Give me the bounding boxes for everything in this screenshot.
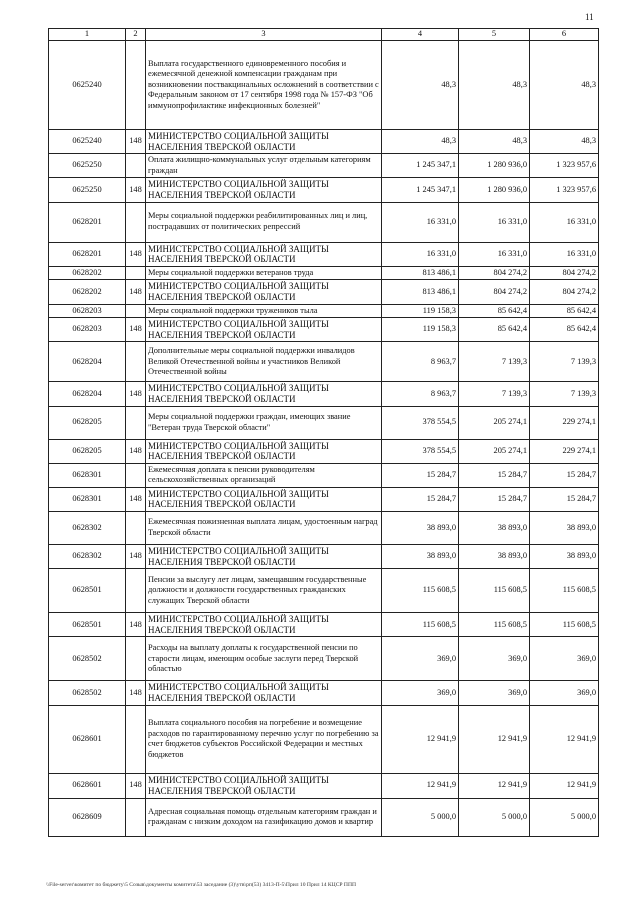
department-code-cell: [126, 463, 146, 487]
amount-col6-cell: 48,3: [530, 41, 599, 130]
table-row: [49, 463, 599, 487]
classification-code-cell: 0628203: [49, 304, 126, 318]
amount-col6-cell: 7 139,3: [530, 342, 599, 382]
amount-col5-cell: 7 139,3: [459, 382, 530, 406]
classification-code-cell: 0628203: [49, 318, 126, 342]
table-row: [49, 512, 599, 545]
table-row: [49, 773, 599, 798]
table-row: [49, 705, 599, 773]
expense-name-cell: МИНИСТЕРСТВО СОЦИАЛЬНОЙ ЗАЩИТЫ НАСЕЛЕНИЯ ТВЕРСКОЙ ОБЛАСТИ: [146, 382, 382, 406]
expense-name-cell: Дополнительные меры социальной поддержки инвалидов Великой Отечественной войны и участников Великой Отечественной войны: [146, 342, 382, 382]
department-code-cell: 148: [126, 130, 146, 154]
amount-col4-cell: 15 284,7: [382, 463, 459, 487]
amount-col4-cell: 378 554,5: [382, 439, 459, 463]
amount-col6-cell: 38 893,0: [530, 512, 599, 545]
column-header: 6: [530, 29, 599, 41]
department-code-cell: [126, 637, 146, 681]
amount-col4-cell: 119 158,3: [382, 318, 459, 342]
classification-code-cell: 0625250: [49, 154, 126, 178]
amount-col6-cell: 15 284,7: [530, 463, 599, 487]
amount-col5-cell: 205 274,1: [459, 406, 530, 439]
amount-col4-cell: 369,0: [382, 637, 459, 681]
amount-col4-cell: 115 608,5: [382, 569, 459, 613]
amount-col5-cell: 48,3: [459, 130, 530, 154]
table-row: [49, 41, 599, 130]
amount-col6-cell: 804 274,2: [530, 266, 599, 280]
amount-col5-cell: 16 331,0: [459, 202, 530, 242]
amount-col5-cell: 804 274,2: [459, 266, 530, 280]
table-row: [49, 178, 599, 202]
amount-col4-cell: 119 158,3: [382, 304, 459, 318]
department-code-cell: 148: [126, 545, 146, 569]
department-code-cell: [126, 406, 146, 439]
department-code-cell: [126, 266, 146, 280]
amount-col4-cell: 115 608,5: [382, 613, 459, 637]
department-code-cell: 148: [126, 439, 146, 463]
amount-col4-cell: 8 963,7: [382, 342, 459, 382]
expense-name-cell: МИНИСТЕРСТВО СОЦИАЛЬНОЙ ЗАЩИТЫ НАСЕЛЕНИЯ ТВЕРСКОЙ ОБЛАСТИ: [146, 681, 382, 705]
amount-col6-cell: 115 608,5: [530, 569, 599, 613]
table-row: [49, 798, 599, 836]
amount-col6-cell: 15 284,7: [530, 487, 599, 511]
classification-code-cell: 0628301: [49, 487, 126, 511]
department-code-cell: [126, 569, 146, 613]
expense-name-cell: МИНИСТЕРСТВО СОЦИАЛЬНОЙ ЗАЩИТЫ НАСЕЛЕНИЯ ТВЕРСКОЙ ОБЛАСТИ: [146, 130, 382, 154]
classification-code-cell: 0628301: [49, 463, 126, 487]
table-row: [49, 487, 599, 511]
amount-col4-cell: 38 893,0: [382, 512, 459, 545]
classification-code-cell: 0628601: [49, 705, 126, 773]
amount-col5-cell: 48,3: [459, 41, 530, 130]
expense-name-cell: Ежемесячная доплата к пенсии руководителям сельскохозяйственных организаций: [146, 463, 382, 487]
department-code-cell: [126, 512, 146, 545]
department-code-cell: 148: [126, 613, 146, 637]
amount-col4-cell: 48,3: [382, 130, 459, 154]
column-header: 2: [126, 29, 146, 41]
table-row: [49, 613, 599, 637]
amount-col5-cell: 12 941,9: [459, 705, 530, 773]
amount-col6-cell: 85 642,4: [530, 304, 599, 318]
amount-col4-cell: 16 331,0: [382, 242, 459, 266]
department-code-cell: 148: [126, 242, 146, 266]
classification-code-cell: 0628204: [49, 382, 126, 406]
department-code-cell: [126, 41, 146, 130]
amount-col6-cell: 369,0: [530, 637, 599, 681]
amount-col6-cell: 38 893,0: [530, 545, 599, 569]
amount-col5-cell: 804 274,2: [459, 280, 530, 304]
amount-col4-cell: 38 893,0: [382, 545, 459, 569]
amount-col5-cell: 1 280 936,0: [459, 154, 530, 178]
expense-name-cell: МИНИСТЕРСТВО СОЦИАЛЬНОЙ ЗАЩИТЫ НАСЕЛЕНИЯ ТВЕРСКОЙ ОБЛАСТИ: [146, 439, 382, 463]
table-row: [49, 342, 599, 382]
expense-name-cell: МИНИСТЕРСТВО СОЦИАЛЬНОЙ ЗАЩИТЫ НАСЕЛЕНИЯ ТВЕРСКОЙ ОБЛАСТИ: [146, 280, 382, 304]
classification-code-cell: 0628204: [49, 342, 126, 382]
classification-code-cell: 0628609: [49, 798, 126, 836]
table-row: [49, 637, 599, 681]
amount-col6-cell: 229 274,1: [530, 406, 599, 439]
expense-name-cell: МИНИСТЕРСТВО СОЦИАЛЬНОЙ ЗАЩИТЫ НАСЕЛЕНИЯ ТВЕРСКОЙ ОБЛАСТИ: [146, 487, 382, 511]
classification-code-cell: 0625240: [49, 130, 126, 154]
expense-name-cell: Выплата государственного единовременного пособия и ежемесячной денежной компенсации гражданам при возникновении поствакцинальных осложнений в соответствии с Федеральным законом от 17 сентября 1998 года № 157-ФЗ "Об иммунопрофилактике инфекционных болезней": [146, 41, 382, 130]
expense-name-cell: МИНИСТЕРСТВО СОЦИАЛЬНОЙ ЗАЩИТЫ НАСЕЛЕНИЯ ТВЕРСКОЙ ОБЛАСТИ: [146, 178, 382, 202]
classification-code-cell: 0628501: [49, 569, 126, 613]
amount-col6-cell: 12 941,9: [530, 705, 599, 773]
table-body: [49, 41, 599, 837]
amount-col6-cell: 12 941,9: [530, 773, 599, 798]
classification-code-cell: 0628502: [49, 637, 126, 681]
amount-col4-cell: 16 331,0: [382, 202, 459, 242]
footer-file-path: \\File-server\комитет по бюджету\5 Созыв\документы комитета\53 заседание (3)\утв\рп(53) 3413-П-5\Прил 10 Прил 14 КЦСР ППП: [46, 882, 357, 888]
table-row: [49, 406, 599, 439]
column-header: 3: [146, 29, 382, 41]
classification-code-cell: 0628205: [49, 439, 126, 463]
table-row: [49, 202, 599, 242]
amount-col5-cell: 85 642,4: [459, 304, 530, 318]
department-code-cell: 148: [126, 318, 146, 342]
expense-name-cell: Расходы на выплату доплаты к государственной пенсии по старости лицам, имеющим особые заслуги перед Тверской областью: [146, 637, 382, 681]
expense-name-cell: Адресная социальная помощь отдельным категориям граждан и гражданам с низким доходом на газификацию домов и квартир: [146, 798, 382, 836]
amount-col5-cell: 7 139,3: [459, 342, 530, 382]
expense-name-cell: МИНИСТЕРСТВО СОЦИАЛЬНОЙ ЗАЩИТЫ НАСЕЛЕНИЯ ТВЕРСКОЙ ОБЛАСТИ: [146, 773, 382, 798]
classification-code-cell: 0625240: [49, 41, 126, 130]
expense-name-cell: МИНИСТЕРСТВО СОЦИАЛЬНОЙ ЗАЩИТЫ НАСЕЛЕНИЯ ТВЕРСКОЙ ОБЛАСТИ: [146, 318, 382, 342]
expense-name-cell: МИНИСТЕРСТВО СОЦИАЛЬНОЙ ЗАЩИТЫ НАСЕЛЕНИЯ ТВЕРСКОЙ ОБЛАСТИ: [146, 613, 382, 637]
amount-col6-cell: 48,3: [530, 130, 599, 154]
table-row: [49, 130, 599, 154]
expense-name-cell: Ежемесячная пожизненная выплата лицам, удостоенным наград Тверской области: [146, 512, 382, 545]
table-row: [49, 569, 599, 613]
amount-col5-cell: 5 000,0: [459, 798, 530, 836]
department-code-cell: 148: [126, 178, 146, 202]
amount-col4-cell: 15 284,7: [382, 487, 459, 511]
department-code-cell: 148: [126, 681, 146, 705]
amount-col5-cell: 1 280 936,0: [459, 178, 530, 202]
classification-code-cell: 0628201: [49, 242, 126, 266]
amount-col4-cell: 12 941,9: [382, 705, 459, 773]
department-code-cell: 148: [126, 280, 146, 304]
table-row: [49, 266, 599, 280]
amount-col6-cell: 1 323 957,6: [530, 154, 599, 178]
expense-name-cell: Меры социальной поддержки граждан, имеющих звание "Ветеран труда Тверской области": [146, 406, 382, 439]
amount-col5-cell: 369,0: [459, 681, 530, 705]
table-row: [49, 681, 599, 705]
amount-col5-cell: 369,0: [459, 637, 530, 681]
expense-name-cell: Меры социальной поддержки ветеранов труда: [146, 266, 382, 280]
amount-col6-cell: 16 331,0: [530, 202, 599, 242]
header-row: [49, 29, 599, 41]
amount-col6-cell: 1 323 957,6: [530, 178, 599, 202]
expense-name-cell: МИНИСТЕРСТВО СОЦИАЛЬНОЙ ЗАЩИТЫ НАСЕЛЕНИЯ ТВЕРСКОЙ ОБЛАСТИ: [146, 545, 382, 569]
classification-code-cell: 0628302: [49, 545, 126, 569]
classification-code-cell: 0628501: [49, 613, 126, 637]
amount-col4-cell: 8 963,7: [382, 382, 459, 406]
amount-col5-cell: 38 893,0: [459, 545, 530, 569]
department-code-cell: 148: [126, 382, 146, 406]
classification-code-cell: 0628201: [49, 202, 126, 242]
amount-col4-cell: 1 245 347,1: [382, 154, 459, 178]
amount-col4-cell: 378 554,5: [382, 406, 459, 439]
amount-col5-cell: 15 284,7: [459, 487, 530, 511]
amount-col6-cell: 804 274,2: [530, 280, 599, 304]
amount-col5-cell: 12 941,9: [459, 773, 530, 798]
amount-col5-cell: 85 642,4: [459, 318, 530, 342]
department-code-cell: [126, 154, 146, 178]
table-row: [49, 304, 599, 318]
amount-col4-cell: 12 941,9: [382, 773, 459, 798]
expense-name-cell: Выплата социального пособия на погребение и возмещение расходов по гарантированному перечню услуг по погребению за счет бюджетов субъектов Российской Федерации и местных бюджетов: [146, 705, 382, 773]
amount-col6-cell: 229 274,1: [530, 439, 599, 463]
department-code-cell: [126, 342, 146, 382]
budget-table: [48, 28, 599, 837]
amount-col4-cell: 813 486,1: [382, 280, 459, 304]
table-row: [49, 318, 599, 342]
department-code-cell: [126, 202, 146, 242]
column-header: 1: [49, 29, 126, 41]
column-header: 5: [459, 29, 530, 41]
expense-name-cell: Меры социальной поддержки тружеников тыла: [146, 304, 382, 318]
amount-col4-cell: 369,0: [382, 681, 459, 705]
table-row: [49, 154, 599, 178]
amount-col5-cell: 115 608,5: [459, 569, 530, 613]
classification-code-cell: 0628202: [49, 280, 126, 304]
amount-col4-cell: 5 000,0: [382, 798, 459, 836]
amount-col6-cell: 7 139,3: [530, 382, 599, 406]
amount-col4-cell: 48,3: [382, 41, 459, 130]
table-row: [49, 545, 599, 569]
amount-col5-cell: 205 274,1: [459, 439, 530, 463]
department-code-cell: [126, 798, 146, 836]
expense-name-cell: Меры социальной поддержки реабилитированных лиц и лиц, пострадавших от политических репрессий: [146, 202, 382, 242]
expense-name-cell: Оплата жилищно-коммунальных услуг отдельным категориям граждан: [146, 154, 382, 178]
amount-col6-cell: 16 331,0: [530, 242, 599, 266]
amount-col4-cell: 1 245 347,1: [382, 178, 459, 202]
department-code-cell: [126, 705, 146, 773]
table-row: [49, 242, 599, 266]
classification-code-cell: 0628601: [49, 773, 126, 798]
classification-code-cell: 0628302: [49, 512, 126, 545]
classification-code-cell: 0625250: [49, 178, 126, 202]
column-header: 4: [382, 29, 459, 41]
amount-col4-cell: 813 486,1: [382, 266, 459, 280]
table-row: [49, 280, 599, 304]
classification-code-cell: 0628502: [49, 681, 126, 705]
amount-col5-cell: 38 893,0: [459, 512, 530, 545]
amount-col5-cell: 15 284,7: [459, 463, 530, 487]
amount-col6-cell: 369,0: [530, 681, 599, 705]
amount-col6-cell: 115 608,5: [530, 613, 599, 637]
amount-col5-cell: 115 608,5: [459, 613, 530, 637]
amount-col6-cell: 85 642,4: [530, 318, 599, 342]
amount-col6-cell: 5 000,0: [530, 798, 599, 836]
table-row: [49, 382, 599, 406]
page-number: 11: [585, 12, 594, 22]
expense-name-cell: Пенсии за выслугу лет лицам, замещавшим государственные должности и должности государственных гражданских служащих Тверской области: [146, 569, 382, 613]
amount-col5-cell: 16 331,0: [459, 242, 530, 266]
classification-code-cell: 0628202: [49, 266, 126, 280]
table-row: [49, 439, 599, 463]
department-code-cell: 148: [126, 487, 146, 511]
classification-code-cell: 0628205: [49, 406, 126, 439]
department-code-cell: 148: [126, 773, 146, 798]
expense-name-cell: МИНИСТЕРСТВО СОЦИАЛЬНОЙ ЗАЩИТЫ НАСЕЛЕНИЯ ТВЕРСКОЙ ОБЛАСТИ: [146, 242, 382, 266]
department-code-cell: [126, 304, 146, 318]
